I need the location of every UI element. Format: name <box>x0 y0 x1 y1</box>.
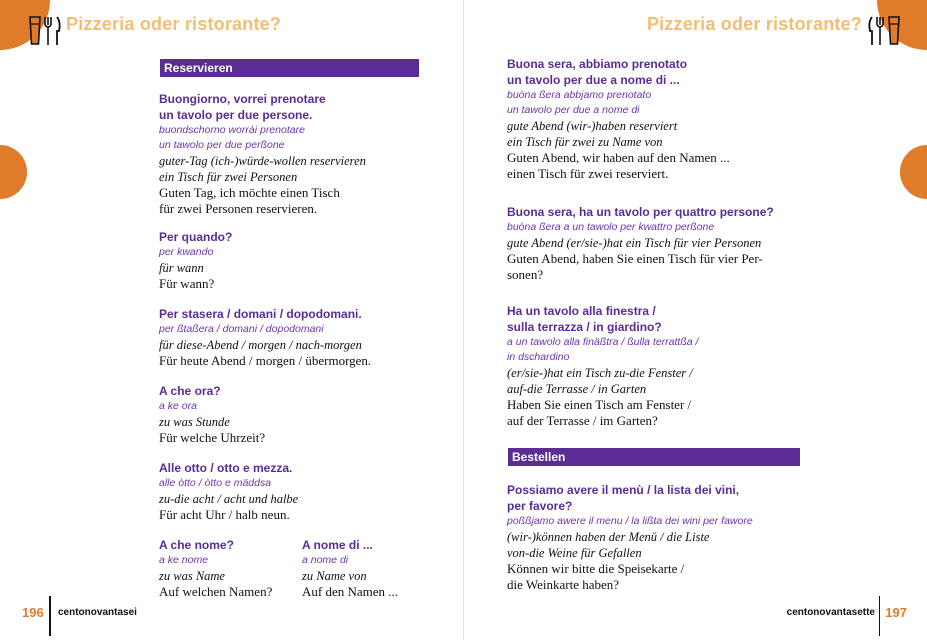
page-footer-word <box>787 602 875 620</box>
pronunciation: per ßtaßera / domani / dopodomani <box>159 323 324 335</box>
phrase-entry <box>507 303 698 429</box>
italian-phrase: A nome di ... <box>302 538 373 552</box>
german-translation: einen Tisch für zwei reserviert. <box>507 166 669 181</box>
pronunciation: buòna ßera abbjamo prenotato <box>507 89 652 101</box>
german-translation: Guten Abend, haben Sie einen Tisch für vier Per- <box>507 251 763 266</box>
italian-phrase: sulla terrazza / in giardino? <box>507 320 662 334</box>
side-tab-decoration <box>900 145 927 199</box>
italian-phrase: Possiamo avere il menù / la lista dei vini, <box>507 483 740 497</box>
german-translation: Guten Abend, wir haben auf den Namen ... <box>507 150 730 165</box>
literal-translation: für wann <box>159 261 204 275</box>
italian-phrase: Ha un tavolo alla finestra / <box>507 304 656 318</box>
literal-translation: zu was Stunde <box>159 415 230 429</box>
side-tab-decoration <box>0 145 27 199</box>
restaurant-icon <box>26 14 64 53</box>
footer-rule <box>879 596 881 636</box>
german-translation: Für wann? <box>159 276 215 291</box>
page-footer-right <box>885 604 907 622</box>
phrase-entry <box>507 482 753 593</box>
pronunciation: in dschardino <box>507 351 570 363</box>
italian-phrase: Buongiorno, vorrei prenotare <box>159 92 326 106</box>
pronunciation: alle òtto / òtto e mäddsa <box>159 477 272 489</box>
page-number-word: centonovantasei <box>58 607 137 618</box>
literal-translation: guter-Tag (ich-)würde-wollen reservieren <box>159 154 366 168</box>
german-translation: Auf den Namen ... <box>302 584 399 599</box>
pronunciation: a nome di <box>302 554 349 566</box>
page-footer-word <box>58 602 137 620</box>
phrase-entry <box>302 537 398 600</box>
phrase-entry <box>159 91 366 217</box>
section-header-reservieren: Reservieren <box>160 59 419 77</box>
italian-phrase: Per stasera / domani / dopodomani. <box>159 307 362 321</box>
page-footer-left <box>22 604 44 622</box>
italian-phrase: un tavolo per due a nome di ... <box>507 73 680 87</box>
italian-phrase: A che ora? <box>159 384 221 398</box>
phrase-entry <box>507 204 774 283</box>
pronunciation: a ke nome <box>159 554 209 566</box>
literal-translation: zu was Name <box>159 569 225 583</box>
pronunciation: buondschorno worrài prenotare <box>159 124 305 136</box>
literal-translation: (wir-)können haben der Menü / die Liste <box>507 530 710 544</box>
page-number: 196 <box>22 605 44 620</box>
german-translation: für zwei Personen reservieren. <box>159 201 318 216</box>
page-number: 197 <box>885 605 907 620</box>
literal-translation: von-die Weine für Gefallen <box>507 546 642 560</box>
phrase-entry <box>159 537 272 600</box>
glass-fork-knife-icon <box>865 14 903 48</box>
german-translation: Können wir bitte die Speisekarte / <box>507 561 685 576</box>
pronunciation: per kwando <box>159 246 214 258</box>
literal-translation: gute Abend (wir-)haben reserviert <box>507 119 678 133</box>
left-page <box>0 0 463 640</box>
italian-phrase: Per quando? <box>159 230 233 244</box>
italian-phrase: un tavolo per due persone. <box>159 108 313 122</box>
chapter-title: Pizzeria oder ristorante? <box>66 14 282 34</box>
pronunciation: a un tawolo alla finäßtra / ßulla terrattßa / <box>507 336 699 348</box>
german-translation: sonen? <box>507 267 544 282</box>
literal-translation: (er/sie-)hat ein Tisch zu-die Fenster / <box>507 366 693 380</box>
literal-translation: ein Tisch für zwei Personen <box>159 170 298 184</box>
right-page <box>464 0 927 640</box>
german-translation: auf der Terrasse / im Garten? <box>507 413 658 428</box>
german-translation: Für acht Uhr / halb neun. <box>159 507 290 522</box>
pronunciation: un tawolo per due a nome di <box>507 104 640 116</box>
german-translation: Für welche Uhrzeit? <box>159 430 266 445</box>
german-translation: Auf welchen Namen? <box>159 584 273 599</box>
italian-phrase: per favore? <box>507 499 573 513</box>
pronunciation: a ke ora <box>159 400 197 412</box>
phrase-entry <box>159 460 298 523</box>
literal-translation: zu Name von <box>302 569 367 583</box>
footer-rule <box>49 596 51 636</box>
literal-translation: zu-die acht / acht und halbe <box>159 492 299 506</box>
page-number-word: centonovantasette <box>786 607 875 618</box>
pronunciation: buòna ßera a un tawolo per kwattro perßone <box>507 221 715 233</box>
phrase-entry <box>159 229 232 292</box>
glass-fork-knife-icon <box>26 14 64 48</box>
section-header-bestellen: Bestellen <box>508 448 800 466</box>
phrase-entry <box>159 306 371 369</box>
german-translation: Haben Sie einen Tisch am Fenster / <box>507 397 692 412</box>
italian-phrase: Buona sera, ha un tavolo per quattro persone? <box>507 205 774 219</box>
german-translation: Guten Tag, ich möchte einen Tisch <box>159 185 340 200</box>
literal-translation: für diese-Abend / morgen / nach-morgen <box>159 338 362 352</box>
phrase-entry <box>159 383 265 446</box>
italian-phrase: Alle otto / otto e mezza. <box>159 461 293 475</box>
phrase-entry <box>507 56 730 182</box>
restaurant-icon <box>865 14 903 53</box>
literal-translation: gute Abend (er/sie-)hat ein Tisch für vier Personen <box>507 236 762 250</box>
pronunciation: un tawolo per due perßone <box>159 139 285 151</box>
literal-translation: auf-die Terrasse / in Garten <box>507 382 647 396</box>
german-translation: Für heute Abend / morgen / übermorgen. <box>159 353 372 368</box>
german-translation: die Weinkarte haben? <box>507 577 620 592</box>
literal-translation: ein Tisch für zwei zu Name von <box>507 135 663 149</box>
italian-phrase: A che nome? <box>159 538 234 552</box>
chapter-title: Pizzeria oder ristorante? <box>646 14 862 34</box>
italian-phrase: Buona sera, abbiamo prenotato <box>507 57 688 71</box>
pronunciation: poßßjamo awere il menu / la lißta dei wini per fawore <box>507 515 753 527</box>
